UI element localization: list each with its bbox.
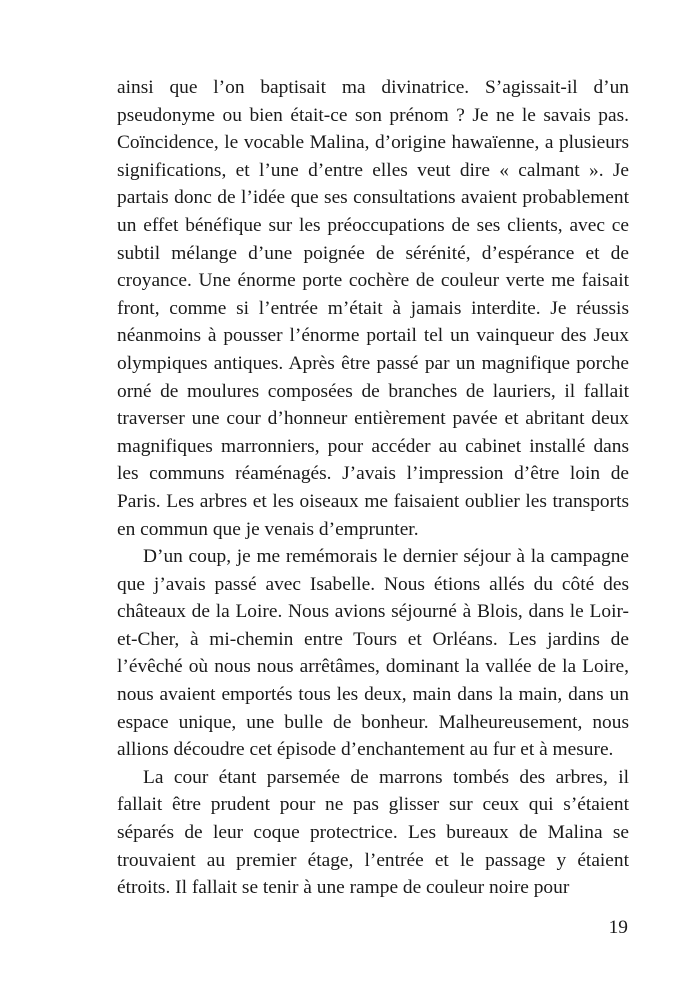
paragraph-1: ainsi que l’on baptisait ma divinatrice. S’agissait-il d’un pseudonyme ou bien était-ce son prénom ? Je ne le savais pas. Coïncidence, le vocable Malina, d’origine hawaïenne, a plusieurs significations, et l’une d’entre elles veut dire « calmant ». Je partais donc de l’idée que ses consultations avaient probablement un effet bénéfique sur les préoccupations de ses clients, avec ce subtil mélange d’une poignée de sérénité, d’espérance et de croyance. Une énorme porte cochère de couleur verte me faisait front, comme si l’entrée m’était à jamais interdite. Je réussis néanmoins à pousser l’énorme portail tel un vainqueur des Jeux olympiques antiques. Après être passé par un magnifique porche orné de moulures composées de branches de lauriers, il fallait traverser une cour d’honneur entièrement pavée et abritant deux magnifiques marronniers, pour accéder au cabinet installé dans les communs réaménagés. J’avais l’impression d’être loin de Paris. Les arbres et les oiseaux me faisaient oublier les transports en commun que je venais d’emprunter. [117,77,629,540]
paragraph-3: La cour étant parsemée de marrons tombés des arbres, il fallait être prudent pour ne pas glisser sur ceux qui s’étaient séparés de leur coque protectrice. Les bureaux de Malina se trouvaient au premier étage, l’entrée et le passage y étaient étroits. Il fallait se tenir à une rampe de couleur noire pour [117,766,629,899]
paragraph-2: D’un coup, je me remémorais le dernier séjour à la campagne que j’avais passé avec Isabelle. Nous étions allés du côté des châteaux de la Loire. Nous avions séjourné à Blois, dans le Loir-et-Cher, à mi-chemin entre Tours et Orléans. Les jardins de l’évêché où nous nous arrêtâmes, dominant la vallée de la Loire, nous avaient emportés tous les deux, main dans la main, dans un espace unique, une bulle de bonheur. Malheureusement, nous allions découdre cet épisode d’enchantement au fur et à mesure. [117,546,629,761]
body-text [117,74,629,902]
page-number: 19 [608,917,628,938]
